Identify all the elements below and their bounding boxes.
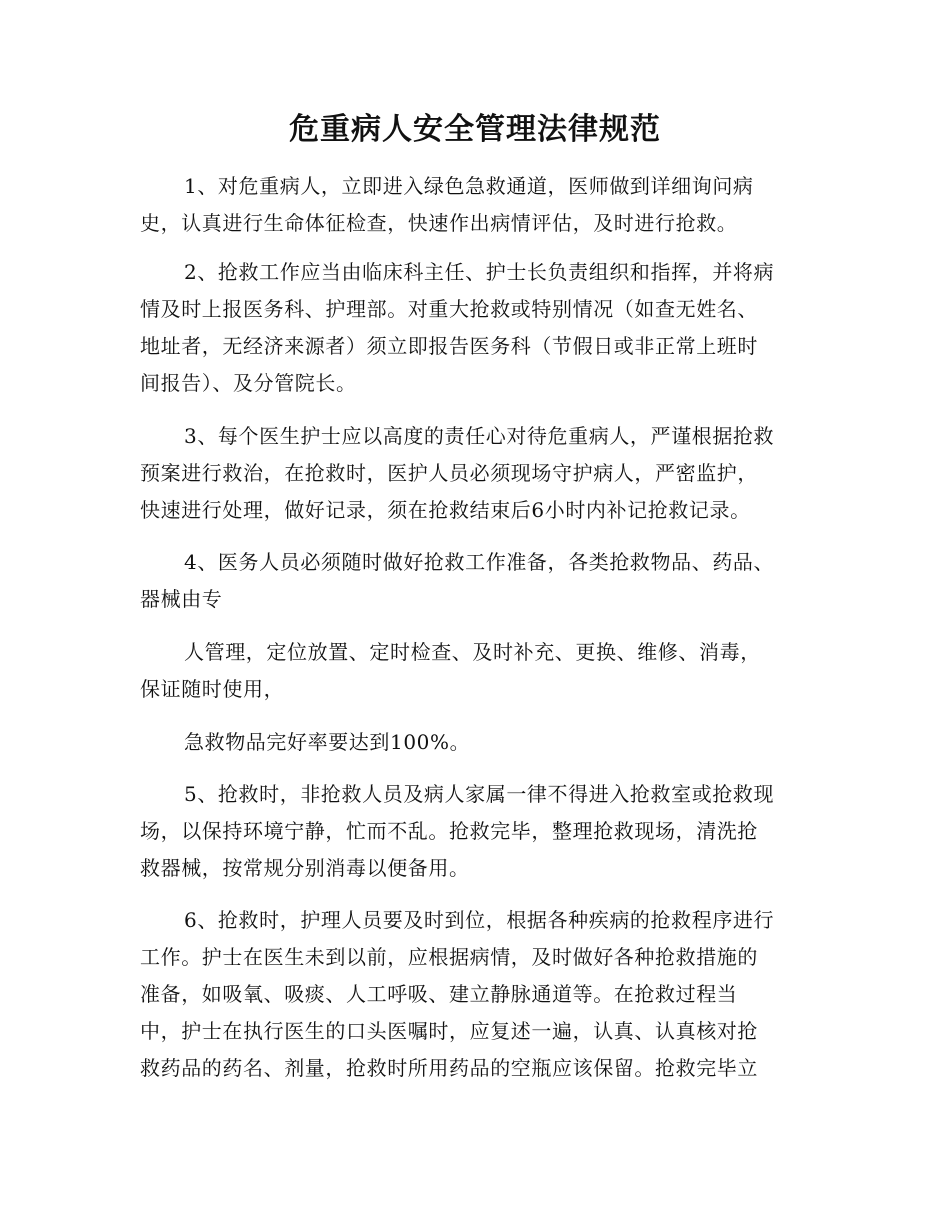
paragraph-line: 1、对危重病人，立即进入绿色急救通道，医师做到详细询问病 (184, 174, 754, 198)
paragraph-8 (140, 902, 805, 1087)
paragraph-line: 2、抢救工作应当由临床科主任、护士长负责组织和指挥，并将病 (184, 260, 775, 284)
paragraph-7 (140, 776, 805, 887)
paragraph-6 (140, 724, 805, 761)
paragraph-5 (140, 634, 805, 708)
paragraph-line: 4、医务人员必须随时做好抢救工作准备，各类抢救物品、药品、 (184, 550, 775, 574)
paragraph-line: 6、抢救时，护理人员要及时到位，根据各种疾病的抢救程序进行 (184, 908, 775, 932)
paragraph-3 (140, 418, 805, 529)
paragraph-line: 快速进行处理，做好记录，须在抢救结束后6小时内补记抢救记录。 (140, 498, 751, 522)
paragraph-line: 预案进行救治，在抢救时，医护人员必须现场守护病人，严密监护， (140, 461, 758, 485)
paragraph-line: 3、每个医生护士应以高度的责任心对待危重病人，严谨根据抢救 (184, 424, 775, 448)
paragraph-line: 准备，如吸氧、吸痰、人工呼吸、建立静脉通道等。在抢救过程当 (140, 982, 738, 1006)
paragraph-line: 中，护士在执行医生的口头医嘱时，应复述一遍，认真、认真核对抢 (140, 1019, 758, 1043)
paragraph-line: 地址者，无经济来源者）须立即报告医务科（节假日或非正常上班时 (140, 334, 758, 358)
paragraph-line: 史，认真进行生命体征检查，快速作出病情评估，及时进行抢救。 (140, 211, 738, 235)
paragraph-line: 救药品的药名、剂量，抢救时所用药品的空瓶应该保留。抢救完毕立 (140, 1056, 758, 1080)
paragraph-2 (140, 254, 805, 402)
paragraph-line: 保证随时使用， (140, 677, 285, 701)
document-title: 危重病人安全管理法律规范 (289, 112, 661, 147)
paragraph-line: 情及时上报医务科、护理部。对重大抢救或特别情况（如查无姓名、 (140, 297, 758, 321)
paragraph-line: 5、抢救时，非抢救人员及病人家属一律不得进入抢救室或抢救现 (184, 782, 775, 806)
paragraph-4 (140, 544, 805, 618)
paragraph-line: 急救物品完好率要达到100%。 (184, 730, 471, 754)
paragraph-line: 人管理，定位放置、定时检查、及时补充、更换、维修、消毒， (184, 640, 761, 664)
paragraph-line: 间报告）、及分管院长。 (140, 371, 357, 395)
paragraph-1 (140, 168, 805, 242)
paragraph-line: 器械由专 (140, 587, 223, 611)
paragraph-line: 工作。护士在医生未到以前，应根据病情，及时做好各种抢救措施的 (140, 945, 758, 969)
paragraph-line: 救器械，按常规分别消毒以便备用。 (140, 856, 470, 880)
paragraph-line: 场，以保持环境宁静，忙而不乱。抢救完毕，整理抢救现场，清洗抢 (140, 819, 758, 843)
